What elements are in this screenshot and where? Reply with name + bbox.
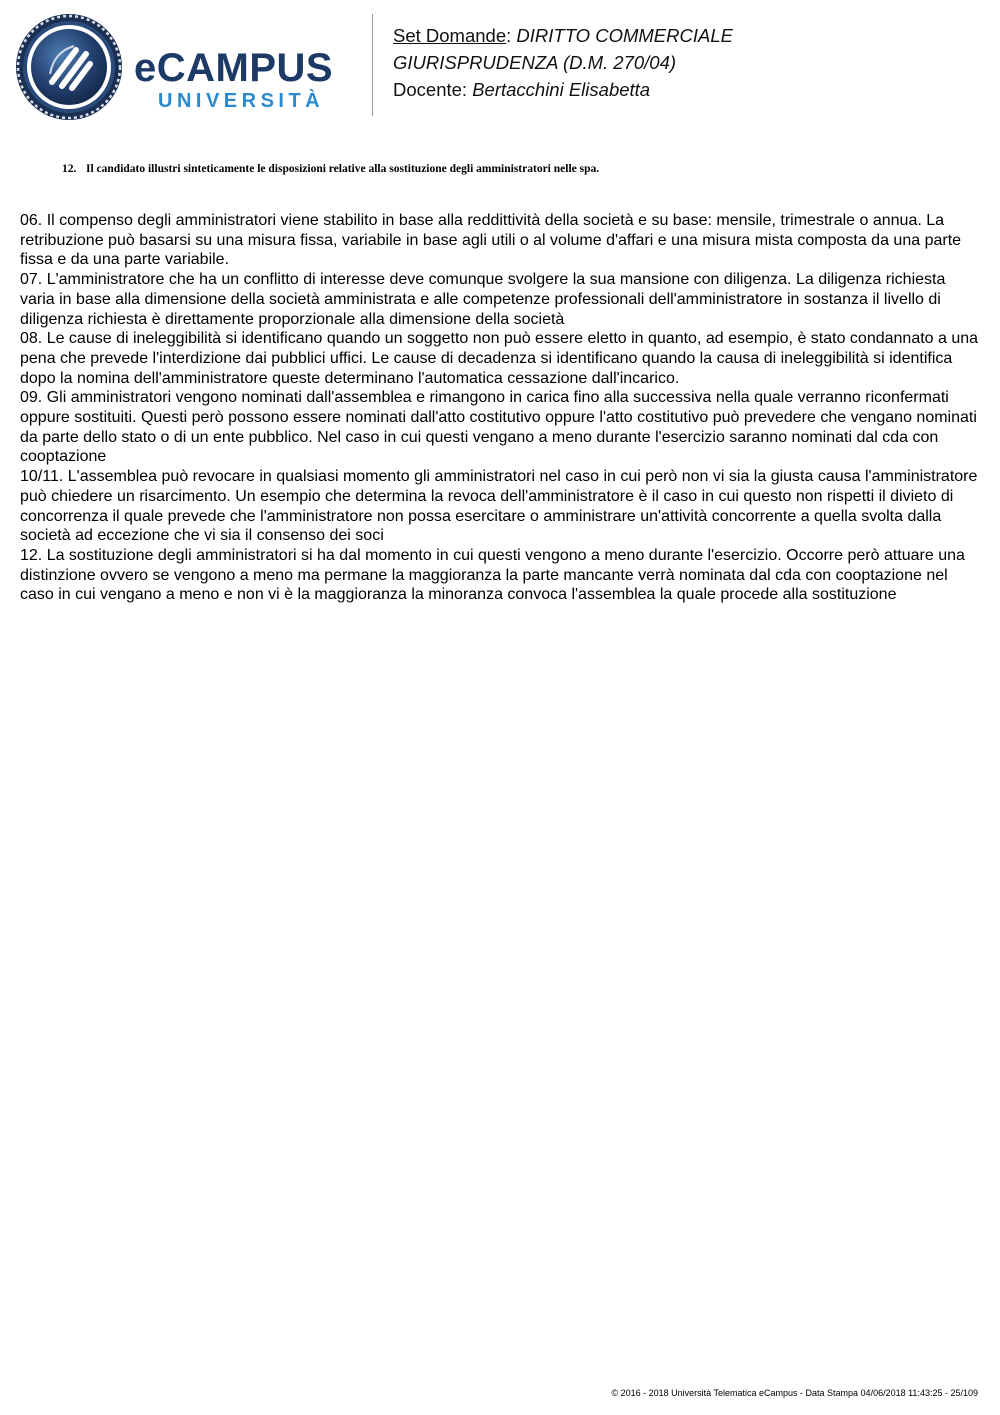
logo-subtitle: UNIVERSITÀ — [158, 90, 325, 112]
answers-body — [20, 211, 984, 605]
course-name: DIRITTO COMMERCIALE — [516, 25, 733, 46]
question-text: Il candidato illustri sinteticamente le disposizioni relative alla sostituzione degli amministratori nelle spa. — [86, 163, 600, 175]
answer-paragraph: 10/11. L'assemblea può revocare in qualsiasi momento gli amministratori nel caso in cui però non vi sia la giusta causa l'amministratore può chiedere un risarcimento. Un esempio che determina la revoca dell'amministratore è il caso in cui questo non rispetti il divieto di concorrenza il quale prevede che l'amministratore non possa esercitare o amministrare un'attività concorrente a quella svolta dalla società ad eccezione che vi sia il consenso dei soci — [20, 468, 978, 545]
answer-paragraph: 09. Gli amministratori vengono nominati dall'assemblea e rimangono in carica fino alla successiva nella quale verranno riconfermati oppure sostituiti. Questi però possono essere nominati dall'atto costitutivo oppure l'atto costitutivo può prevedere che vengano nominati da parte dello stato o di un ente pubblico. Nel caso in cui questi vengano a meno durante l'esercizio saranno nominati dal cda con cooptazione — [20, 389, 977, 466]
course-info — [393, 22, 733, 103]
university-seal-icon — [14, 12, 124, 122]
set-label: Set Domande — [393, 25, 507, 46]
set-separator: : — [506, 25, 517, 46]
teacher-line — [393, 76, 733, 103]
logo-wordmark — [134, 48, 374, 112]
logo-brand: eCAMPUS — [134, 46, 334, 90]
set-line — [393, 22, 733, 49]
answer-paragraph: 08. Le cause di ineleggibilità si identificano quando un soggetto non può essere eletto in quanto, ad esempio, è stato condannato a una pena che prevede l'interdizione dai pubblici uffici. Le cause di decadenza si identificano quando la causa di ineleggibilità si identifica dopo la nomina dell'amministratore queste determinano l'automatica cessazione dall'incarico. — [20, 330, 979, 387]
question-heading — [62, 163, 599, 175]
page-footer: © 2016 - 2018 Università Telematica eCampus - Data Stampa 04/06/2018 11:43:25 - 25/109 — [611, 1388, 978, 1398]
header-divider — [372, 14, 373, 116]
teacher-label: Docente: — [393, 79, 473, 100]
answer-paragraph: 07. L'amministratore che ha un conflitto di interesse deve comunque svolgere la sua mansione con diligenza. La diligenza richiesta varia in base alla dimensione della società amministrata e alle competenze professionali dell'amministratore in sostanza il livello di diligenza richiesta è direttamente proporzionale alla dimensione della società — [20, 271, 946, 328]
teacher-name: Bertacchini Elisabetta — [472, 79, 651, 100]
question-number: 12. — [62, 163, 77, 175]
ecampus-logo — [14, 12, 364, 122]
answer-paragraph: 12. La sostituzione degli amministratori si ha dal momento in cui questi vengono a meno durante l'esercizio. Occorre però attuare una distinzione ovvero se vengono a meno ma permane la maggioranza la parte mancante verrà nominata dal cda con cooptazione nel caso in cui vengano a meno e non vi è la maggioranza la minoranza convoca l'assemblea la quale procede alla sostituzione — [20, 546, 965, 604]
answer-paragraph: 06. Il compenso degli amministratori viene stabilito in base alla reddittività della società e su base: mensile, trimestrale o annua. La retribuzione può basarsi su una misura fissa, variabile in base agli utili o al volume d'affari e una misura mista composta da una parte fissa e da una parte variabile. — [20, 212, 962, 269]
degree-line — [393, 49, 733, 76]
page-header — [0, 0, 1000, 130]
degree-name: GIURISPRUDENZA (D.M. 270/04) — [393, 52, 677, 73]
